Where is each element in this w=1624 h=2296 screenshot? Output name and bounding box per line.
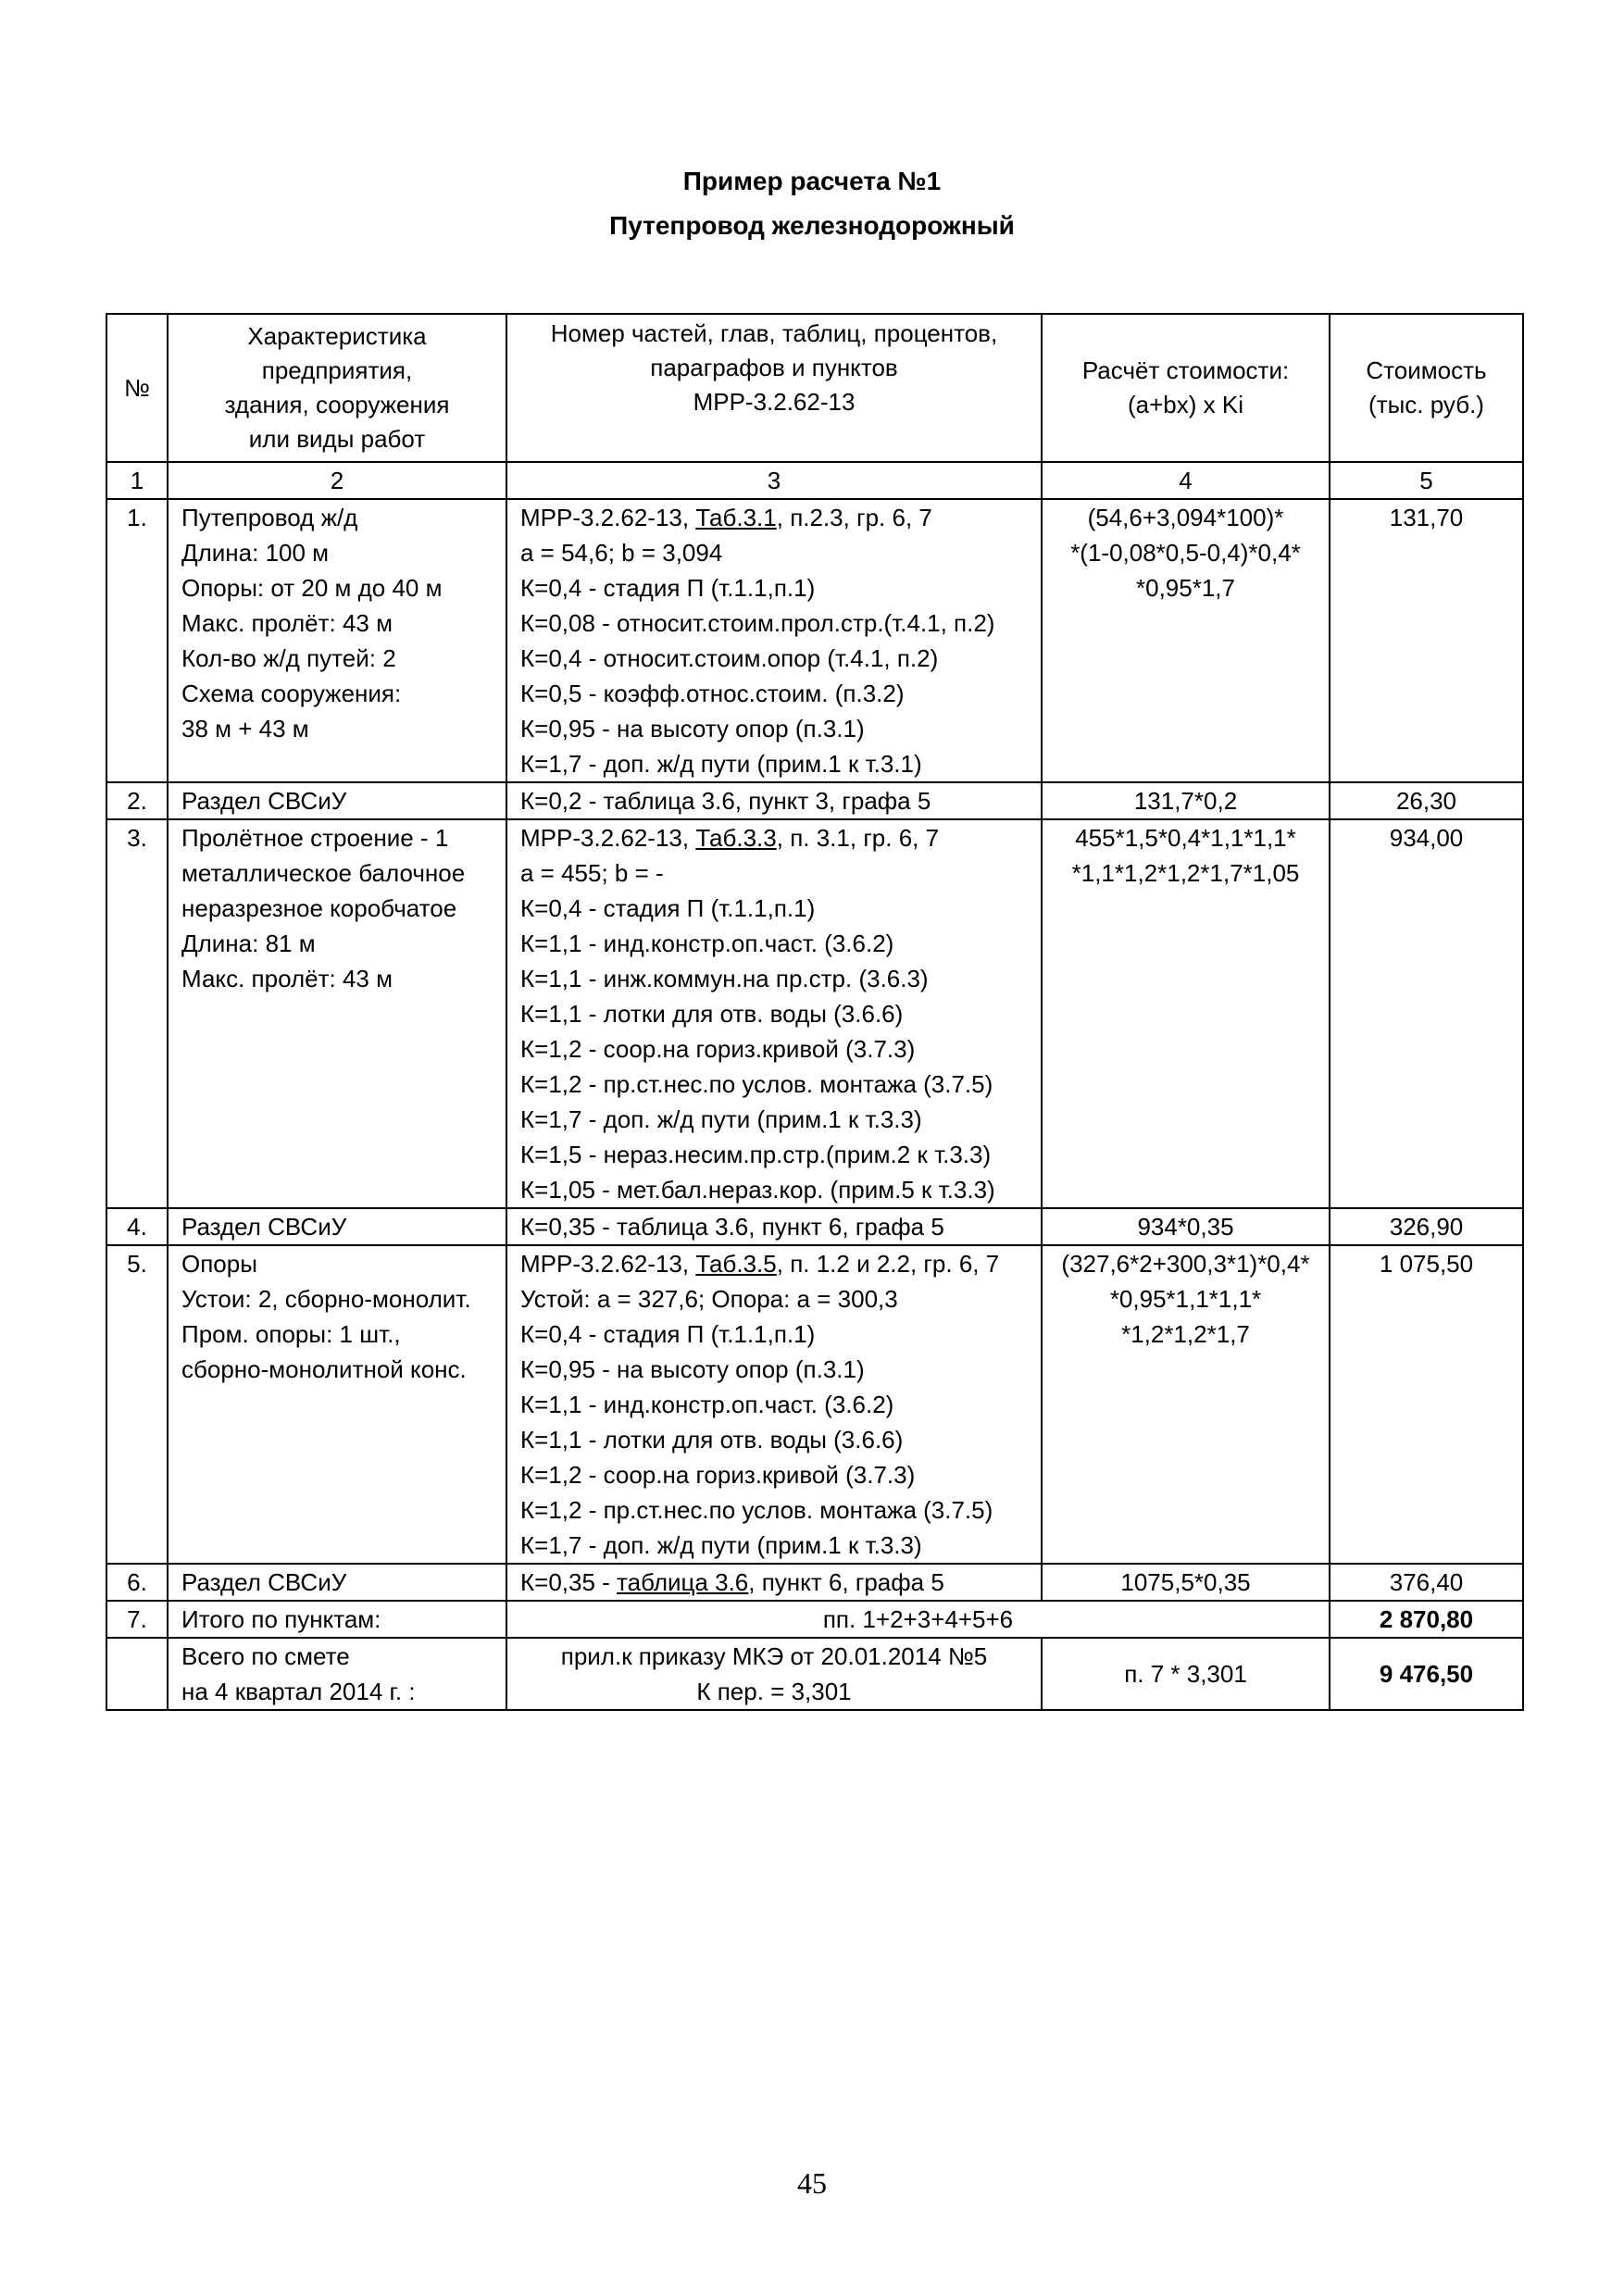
characteristic-line: Пролётное строение - 1 (181, 824, 449, 852)
grand-total-label-line: на 4 квартал 2014 г. : (181, 1678, 416, 1705)
reference-line: К=0,5 - коэфф.относ.стоим. (п.3.2) (520, 680, 905, 707)
reference-line: К=1,05 - мет.бал.нераз.кор. (прим.5 к т.3.3) (520, 1176, 995, 1204)
characteristic-line: Опоры (181, 1250, 257, 1278)
row-cost: 1 075,50 (1330, 1245, 1523, 1564)
grand-total-row (106, 1638, 1523, 1710)
row-characteristic (168, 499, 506, 782)
reference-line: К=0,4 - относит.стоим.опор (т.4.1, п.2) (520, 644, 939, 672)
characteristic-line: сборно-монолитной конс. (181, 1355, 467, 1383)
row-calculation: 131,7*0,2 (1042, 782, 1330, 819)
reference-line: К=1,7 - доп. ж/д пути (прим.1 к т.3.1) (520, 750, 922, 778)
row-calculation: 1075,5*0,35 (1042, 1564, 1330, 1601)
row-references (506, 1245, 1042, 1564)
table-row (106, 1208, 1523, 1245)
row-calculation (1042, 819, 1330, 1208)
grand-total-calculation: п. 7 * 3,301 (1042, 1638, 1330, 1710)
row-number: 7. (106, 1601, 168, 1638)
characteristic-line: Схема сооружения: (181, 680, 402, 707)
row-references (506, 1564, 1042, 1601)
header-characteristic-line: здания, сооружения (224, 391, 450, 418)
table-reference-link[interactable]: Таб.3.3 (695, 824, 777, 852)
reference-line: К=0,4 - стадия П (т.1.1,п.1) (520, 1320, 816, 1348)
grand-total-reference-line: К пер. = 3,301 (696, 1678, 852, 1705)
column-number: 1 (106, 462, 168, 499)
reference-line: К=1,1 - инд.констр.оп.част. (3.6.2) (520, 1391, 894, 1418)
grand-total-reference (506, 1638, 1042, 1710)
grand-total-cost: 9 476,50 (1330, 1638, 1523, 1710)
document-title: Пример расчета №1 (682, 167, 942, 195)
header-characteristic (168, 314, 506, 462)
calculation-line: 455*1,5*0,4*1,1*1,1* (1075, 824, 1296, 852)
row-calculation (1042, 1245, 1330, 1564)
row-calculation: 934*0,35 (1042, 1208, 1330, 1245)
reference-line: К=0,4 - стадия П (т.1.1,п.1) (520, 894, 816, 922)
reference-text: МРР-3.2.62-13, (520, 824, 696, 852)
reference-line: К=1,7 - доп. ж/д пути (прим.1 к т.3.3) (520, 1105, 922, 1133)
table-reference-link[interactable]: Таб.3.1 (695, 504, 777, 531)
table-reference-link[interactable]: таблица 3.6 (617, 1568, 749, 1596)
reference-line: К=1,1 - лотки для отв. воды (3.6.6) (520, 1426, 904, 1454)
reference-text: , пункт 6, графа 5 (748, 1568, 944, 1596)
reference-text: , п.2.3, гр. 6, 7 (776, 504, 932, 531)
reference-line: К=1,2 - пр.ст.нес.по услов. монтажа (3.7.5) (520, 1070, 993, 1098)
reference-line: a = 455; b = - (520, 859, 664, 887)
reference-line: К=1,5 - нераз.несим.пр.стр.(прим.2 к т.3.3) (520, 1141, 992, 1168)
row-number: 4. (106, 1208, 168, 1245)
reference-line (520, 820, 1028, 855)
characteristic-line: Кол-во ж/д путей: 2 (181, 644, 396, 672)
reference-line (520, 500, 1028, 535)
row-calculation (1042, 499, 1330, 782)
row-number: 5. (106, 1245, 168, 1564)
column-number-row (106, 462, 1523, 499)
header-references-line: МРР-3.2.62-13 (693, 388, 856, 416)
characteristic-line: неразрезное коробчатое (181, 894, 457, 922)
row-number: 3. (106, 819, 168, 1208)
reference-line: К=1,1 - инж.коммун.на пр.стр. (3.6.3) (520, 965, 929, 992)
reference-line: К=1,1 - лотки для отв. воды (3.6.6) (520, 1000, 904, 1028)
header-calculation (1042, 314, 1330, 462)
row-references: К=0,2 - таблица 3.6, пункт 3, графа 5 (506, 782, 1042, 819)
row-cost: 26,30 (1330, 782, 1523, 819)
calculation-line: (54,6+3,094*100)* (1087, 504, 1284, 531)
reference-text: К=0,35 - (520, 1568, 618, 1596)
row-references: К=0,35 - таблица 3.6, пункт 6, графа 5 (506, 1208, 1042, 1245)
row-characteristic (168, 819, 506, 1208)
total-cost: 2 870,80 (1330, 1601, 1523, 1638)
characteristic-line: Путепровод ж/д (181, 504, 358, 531)
row-number: 1. (106, 499, 168, 782)
column-number: 3 (506, 462, 1042, 499)
column-number: 4 (1042, 462, 1330, 499)
header-characteristic-line: или виды работ (248, 425, 426, 453)
header-calculation-line: Расчёт стоимости: (1081, 356, 1290, 384)
reference-text: , п. 1.2 и 2.2, гр. 6, 7 (776, 1250, 1000, 1278)
reference-text: МРР-3.2.62-13, (520, 1250, 696, 1278)
reference-line: К=0,95 - на высоту опор (п.3.1) (520, 715, 865, 742)
reference-line: К=1,7 - доп. ж/д пути (прим.1 к т.3.3) (520, 1531, 922, 1559)
calculation-line: (327,6*2+300,3*1)*0,4* (1061, 1250, 1310, 1278)
header-number: № (106, 314, 168, 462)
column-number: 2 (168, 462, 506, 499)
characteristic-line: Макс. пролёт: 43 м (181, 965, 393, 992)
calculation-line: *0,95*1,1*1,1* (1109, 1285, 1262, 1313)
reference-text: МРР-3.2.62-13, (520, 504, 696, 531)
reference-line: К=1,2 - пр.ст.нес.по услов. монтажа (3.7.5) (520, 1496, 993, 1524)
row-characteristic: Раздел СВСиУ (168, 1208, 506, 1245)
grand-total-label (168, 1638, 506, 1710)
row-characteristic (168, 1245, 506, 1564)
reference-line: К=1,2 - соор.на гориз.кривой (3.7.3) (520, 1035, 916, 1063)
calculation-line: *1,2*1,2*1,7 (1121, 1320, 1250, 1348)
characteristic-line: 38 м + 43 м (181, 715, 309, 742)
row-references (506, 499, 1042, 782)
characteristic-line: Пром. опоры: 1 шт., (181, 1320, 401, 1348)
row-cost: 934,00 (1330, 819, 1523, 1208)
row-cost: 131,70 (1330, 499, 1523, 782)
grand-total-label-line: Всего по смете (181, 1642, 350, 1670)
header-cost (1330, 314, 1523, 462)
reference-line: К=1,2 - соор.на гориз.кривой (3.7.3) (520, 1461, 916, 1489)
row-cost: 376,40 (1330, 1564, 1523, 1601)
reference-line: a = 54,6; b = 3,094 (520, 539, 723, 567)
calculation-line: *1,1*1,2*1,2*1,7*1,05 (1071, 859, 1300, 887)
page-number: 45 (797, 2166, 827, 2200)
reference-text: , п. 3.1, гр. 6, 7 (776, 824, 940, 852)
characteristic-line: Длина: 100 м (181, 539, 330, 567)
reference-line: К=0,08 - относит.стоим.прол.стр.(т.4.1, п.2) (520, 609, 995, 637)
row-cost: 326,90 (1330, 1208, 1523, 1245)
table-row (106, 782, 1523, 819)
table-row (106, 1245, 1523, 1564)
header-references-line: параграфов и пунктов (650, 354, 898, 381)
header-characteristic-line: Характеристика (247, 322, 427, 350)
table-row (106, 499, 1523, 782)
characteristic-line: Длина: 81 м (181, 930, 316, 957)
calculation-table (106, 313, 1524, 1711)
row-characteristic: Раздел СВСиУ (168, 1564, 506, 1601)
table-row (106, 1564, 1523, 1601)
header-calculation-line: (a+bx) x Ki (1128, 391, 1243, 418)
characteristic-line: Макс. пролёт: 43 м (181, 609, 393, 637)
table-header-row (106, 314, 1523, 462)
calculation-line: *(1-0,08*0,5-0,4)*0,4* (1070, 539, 1301, 567)
characteristic-line: Опоры: от 20 м до 40 м (181, 574, 443, 602)
calculation-line: *0,95*1,7 (1136, 574, 1235, 602)
reference-line: К=1,1 - инд.констр.оп.част. (3.6.2) (520, 930, 894, 957)
total-label: Итого по пунктам: (168, 1601, 506, 1638)
grand-total-reference-line: прил.к приказу МКЭ от 20.01.2014 №5 (560, 1642, 988, 1670)
reference-line (520, 1246, 1028, 1281)
header-references (506, 314, 1042, 462)
row-number: 6. (106, 1564, 168, 1601)
characteristic-line: Устои: 2, сборно-монолит. (181, 1285, 471, 1313)
header-references-line: Номер частей, глав, таблиц, процентов, (550, 319, 998, 347)
header-characteristic-line: предприятия, (261, 356, 413, 384)
total-items: пп. 1+2+3+4+5+6 (506, 1601, 1330, 1638)
header-cost-line: (тыс. руб.) (1368, 391, 1484, 418)
row-number: 2. (106, 782, 168, 819)
characteristic-line: металлическое балочное (181, 859, 466, 887)
empty-cell (106, 1638, 168, 1710)
reference-line: К=0,4 - стадия П (т.1.1,п.1) (520, 574, 816, 602)
table-row (106, 819, 1523, 1208)
header-cost-line: Стоимость (1366, 356, 1487, 384)
total-row (106, 1601, 1523, 1638)
reference-line: К=0,95 - на высоту опор (п.3.1) (520, 1355, 865, 1383)
column-number: 5 (1330, 462, 1523, 499)
reference-line: Устой: a = 327,6; Опора: a = 300,3 (520, 1285, 898, 1313)
row-references (506, 819, 1042, 1208)
table-reference-link[interactable]: Таб.3.5 (695, 1250, 777, 1278)
document-subtitle: Путепровод железнодорожный (609, 211, 1015, 240)
row-characteristic: Раздел СВСиУ (168, 782, 506, 819)
